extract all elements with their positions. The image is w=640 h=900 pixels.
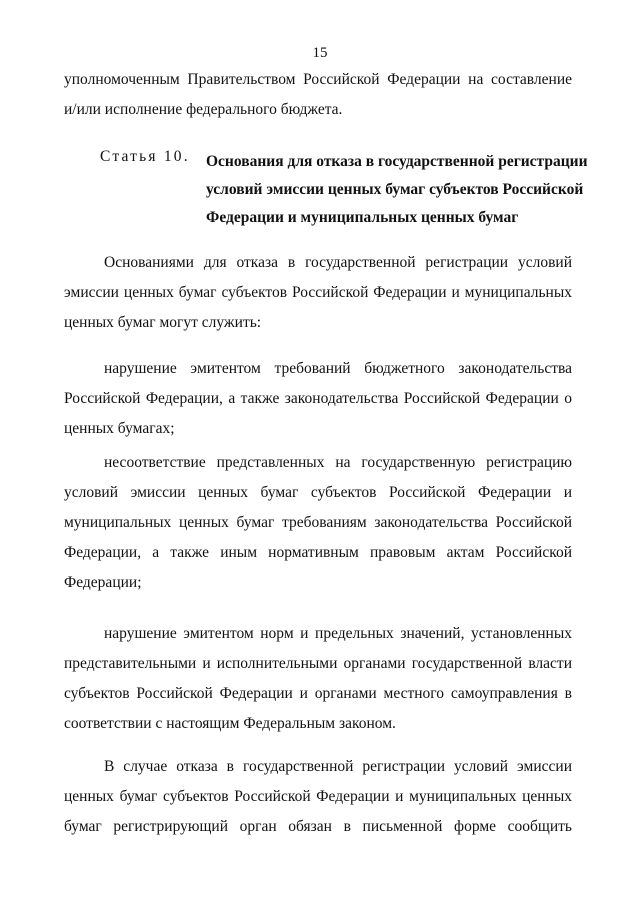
title-line: условий эмиссии ценных бумаг субъектов Российской [206, 181, 584, 198]
text-line: уполномоченным Правительством Российской Федерации на составление [64, 71, 572, 88]
intro-paragraph [64, 65, 572, 125]
paragraph-norms-violation [64, 619, 572, 739]
paragraph-grounds [64, 248, 572, 338]
text-line: Федерации; [64, 574, 142, 591]
title-line: Основания для отказа в государственной регистрации [206, 153, 588, 170]
text-line: соответствии с настоящим Федеральным законом. [64, 715, 396, 732]
paragraph-budget-violation [64, 354, 572, 444]
text-line: В случае отказа в государственной регистрации условий эмиссии [104, 758, 572, 775]
text-line: ценных бумаг могут служить: [64, 314, 262, 331]
text-line: эмиссии ценных бумаг субъектов Российской Федерации и муниципальных [64, 284, 572, 301]
text-line: представительными и исполнительными органами государственной власти [64, 655, 572, 672]
text-line: нарушение эмитентом требований бюджетного законодательства [104, 360, 572, 377]
page-number: 15 [312, 45, 328, 61]
article-title [206, 148, 588, 232]
article-number: Статья 10. [100, 148, 190, 165]
paragraph-nonconformity [64, 448, 572, 598]
text-line: муниципальных ценных бумаг требованиям законодательства Российской [64, 514, 572, 531]
text-line: субъектов Российской Федерации и органами местного самоуправления в [64, 685, 572, 702]
paragraph-refusal [64, 752, 572, 842]
text-line: несоответствие представленных на государственную регистрацию [104, 454, 572, 471]
text-line: Основаниями для отказа в государственной регистрации условий [104, 254, 572, 271]
text-line: ценных бумаг субъектов Российской Федерации и муниципальных ценных [64, 788, 572, 805]
text-line: условий эмиссии ценных бумаг субъектов Российской Федерации и [64, 484, 572, 501]
text-line: ценных бумагах; [64, 420, 175, 437]
text-line: бумаг регистрирующий орган обязан в письменной форме сообщить [64, 818, 572, 835]
text-line: Российской Федерации, а также законодательства Российской Федерации о [64, 390, 572, 407]
text-line: и/или исполнение федерального бюджета. [64, 101, 343, 118]
title-line: Федерации и муниципальных ценных бумаг [206, 209, 519, 226]
text-line: нарушение эмитентом норм и предельных значений, установленных [104, 625, 572, 642]
text-line: Федерации, а также иным нормативным правовым актам Российской [64, 544, 572, 561]
